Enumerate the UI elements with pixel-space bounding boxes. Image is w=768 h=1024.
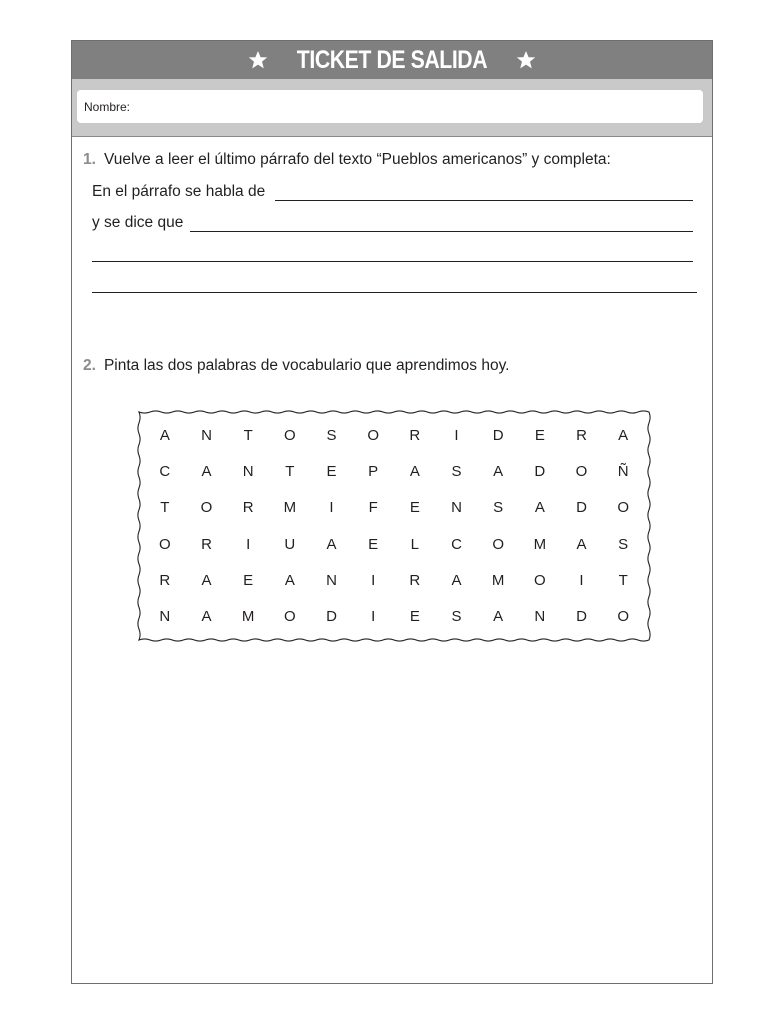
word-search-letter[interactable]: D <box>576 499 587 517</box>
question-2 <box>83 357 510 375</box>
question-1-prompt-2: y se dice que <box>92 214 184 231</box>
word-search-letter[interactable]: N <box>534 608 546 626</box>
word-search-letter[interactable]: A <box>326 535 337 553</box>
word-search-letter[interactable]: O <box>158 535 171 553</box>
word-search-letter[interactable]: R <box>409 571 421 589</box>
word-search-letter[interactable]: A <box>159 426 170 444</box>
word-search-letter[interactable]: F <box>368 499 378 517</box>
word-search-letter[interactable]: N <box>159 608 171 626</box>
word-search-letter[interactable]: S <box>451 608 462 626</box>
word-search-letter[interactable]: A <box>201 462 212 480</box>
word-search-letter[interactable]: I <box>246 535 251 553</box>
word-search-letter[interactable]: M <box>283 499 297 517</box>
word-search-letter[interactable]: O <box>283 608 296 626</box>
question-1-text: Vuelve a leer el último párrafo del texto “Pueblos americanos” y completa: <box>103 151 611 168</box>
name-field[interactable] <box>77 90 703 123</box>
word-search-letter[interactable]: D <box>326 608 337 626</box>
word-search-letter[interactable]: A <box>493 608 504 626</box>
word-search-letter[interactable]: A <box>534 499 545 517</box>
word-search-letter[interactable]: Ñ <box>617 462 629 480</box>
word-search-letter[interactable]: E <box>534 426 545 444</box>
word-search-letter[interactable]: E <box>368 535 379 553</box>
name-band <box>72 79 712 137</box>
word-search-letter[interactable]: A <box>201 571 212 589</box>
word-search-letter[interactable]: N <box>242 462 254 480</box>
word-search-letter[interactable]: S <box>451 462 462 480</box>
word-search-letter[interactable]: T <box>618 571 628 589</box>
word-search-letter[interactable]: E <box>409 608 420 626</box>
word-search-letter[interactable]: O <box>617 499 629 517</box>
word-search-letter[interactable]: R <box>242 499 254 517</box>
word-search-letter[interactable]: O <box>575 462 588 480</box>
word-search-letter[interactable]: R <box>576 426 587 444</box>
word-search-letter[interactable]: T <box>285 462 295 480</box>
word-search-letter[interactable]: P <box>368 462 379 480</box>
word-search-letter[interactable]: O <box>283 426 296 444</box>
word-search-letter[interactable]: N <box>326 571 337 589</box>
word-search-letter[interactable]: A <box>201 608 212 626</box>
answer-line-2[interactable] <box>190 231 693 232</box>
question-2-number: 2. <box>83 357 96 374</box>
word-search-letter[interactable]: D <box>492 426 504 444</box>
word-search-letter[interactable]: C <box>451 535 462 553</box>
word-search-letter[interactable]: I <box>454 426 459 444</box>
word-search-letter[interactable]: A <box>493 462 504 480</box>
answer-line-3[interactable] <box>92 261 693 262</box>
word-search-letter[interactable]: M <box>533 535 547 553</box>
question-1-number: 1. <box>83 151 96 168</box>
star-icon <box>516 50 536 70</box>
word-search-letter[interactable]: E <box>409 499 420 517</box>
word-search-letter[interactable]: U <box>284 535 296 553</box>
word-search-letter[interactable]: I <box>329 499 334 517</box>
word-search-letter[interactable]: E <box>326 462 337 480</box>
question-1-prompt-1: En el párrafo se habla de <box>92 183 266 200</box>
question-2-text: Pinta las dos palabras de vocabulario que aprendimos hoy. <box>103 357 510 374</box>
word-search-letter[interactable]: N <box>201 426 212 444</box>
word-search-letter[interactable]: T <box>160 499 170 517</box>
ticket-header <box>72 41 712 79</box>
word-search-grid <box>144 417 644 635</box>
word-search-letter[interactable]: O <box>492 535 504 553</box>
ticket-title: TICKET DE SALIDA <box>296 45 488 74</box>
answer-line-1[interactable] <box>275 200 693 201</box>
word-search-letter[interactable]: S <box>326 426 337 444</box>
word-search-letter[interactable]: L <box>410 535 419 553</box>
word-search-letter[interactable]: S <box>493 499 504 517</box>
word-search-letter[interactable]: C <box>159 462 171 480</box>
word-search-letter[interactable]: O <box>617 608 629 626</box>
word-search-letter[interactable]: N <box>451 499 462 517</box>
word-search-puzzle <box>136 409 652 643</box>
name-label: Nombre: <box>84 100 131 114</box>
exit-ticket-sheet <box>71 40 713 984</box>
word-search-letter[interactable]: R <box>201 535 212 553</box>
word-search-letter[interactable]: A <box>451 571 462 589</box>
word-search-letter[interactable]: D <box>534 462 546 480</box>
star-icon <box>248 50 268 70</box>
word-search-letter[interactable]: O <box>533 571 546 589</box>
word-search-letter[interactable]: E <box>243 571 254 589</box>
word-search-letter[interactable]: O <box>367 426 379 444</box>
word-search-letter[interactable]: M <box>491 571 505 589</box>
word-search-letter[interactable]: R <box>159 571 171 589</box>
word-search-letter[interactable]: S <box>618 535 629 553</box>
word-search-letter[interactable]: M <box>241 608 255 626</box>
word-search-letter[interactable]: I <box>371 608 376 626</box>
word-search-letter[interactable]: A <box>618 426 629 444</box>
word-search-letter[interactable]: R <box>409 426 421 444</box>
word-search-letter[interactable]: A <box>284 571 295 589</box>
word-search-letter[interactable]: O <box>200 499 213 517</box>
word-search-letter[interactable]: D <box>576 608 587 626</box>
word-search-letter[interactable]: I <box>371 571 376 589</box>
word-search-letter[interactable]: A <box>576 535 587 553</box>
question-1 <box>83 151 611 169</box>
word-search-letter[interactable]: A <box>409 462 420 480</box>
word-search-letter[interactable]: I <box>579 571 584 589</box>
word-search-letter[interactable]: T <box>243 426 253 444</box>
answer-line-4[interactable] <box>92 292 697 293</box>
